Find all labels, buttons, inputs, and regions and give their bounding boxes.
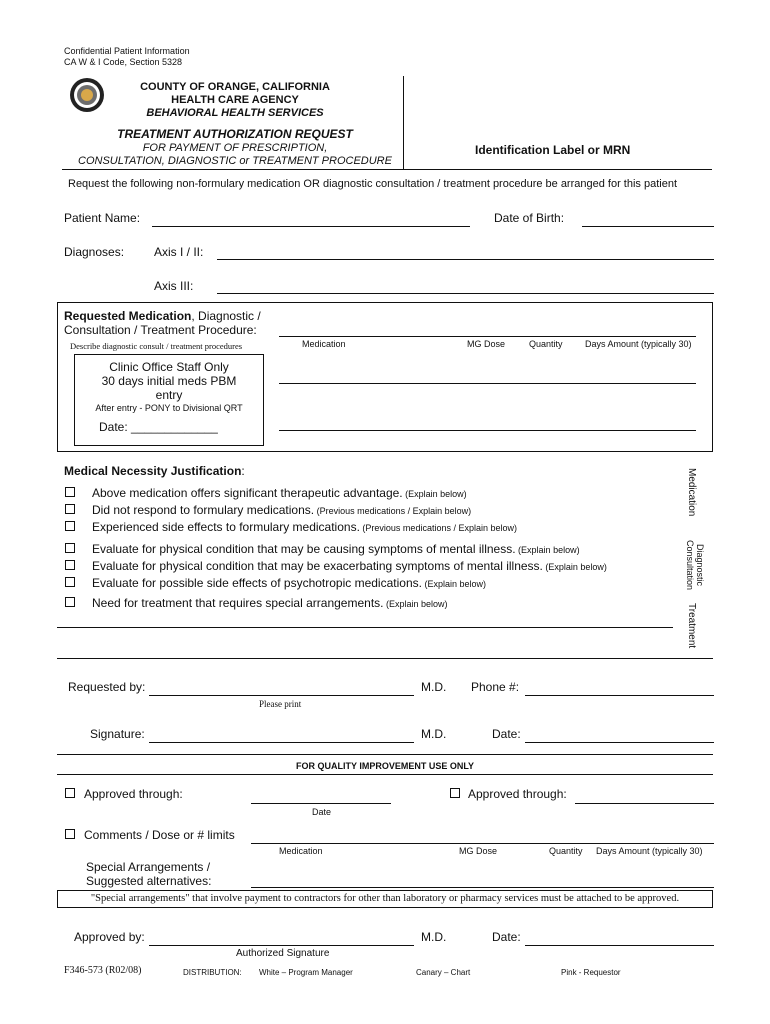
- stamp-line4: After entry - PONY to Divisional QRT: [95, 403, 243, 413]
- form-title: TREATMENT AUTHORIZATION REQUEST: [117, 127, 353, 141]
- medication-line-2[interactable]: [279, 383, 696, 384]
- signature-label: Signature:: [90, 727, 145, 741]
- side-label-treatment: Treatment: [686, 603, 697, 649]
- necessity-heading-text: Medical Necessity Justification: [64, 464, 242, 478]
- criterion-4: [92, 542, 580, 556]
- col-quantity: Quantity: [529, 339, 563, 349]
- authorized-signature-caption: Authorized Signature: [236, 948, 330, 959]
- distribution-white: White – Program Manager: [259, 968, 353, 977]
- stamp-date: Date: _____________: [99, 420, 218, 434]
- criterion-6-checkbox[interactable]: [65, 577, 75, 587]
- patient-name-label: Patient Name:: [64, 211, 141, 225]
- form-subtitle-line1: FOR PAYMENT OF PRESCRIPTION,: [142, 142, 328, 154]
- criterion-7-text: Need for treatment that requires special arrangements.: [92, 596, 384, 610]
- side-label-diagnostic-2: Consultation: [685, 540, 695, 591]
- division-name: BEHAVIORAL HEALTH SERVICES: [146, 107, 324, 119]
- side-label-diagnostic: [685, 540, 705, 590]
- patient-name-field[interactable]: [152, 226, 470, 227]
- confidential-line2: CA W & I Code, Section 5328: [64, 57, 183, 67]
- approved-by-label: Approved by:: [74, 930, 145, 944]
- criterion-3: [92, 520, 517, 534]
- form-subtitle: [60, 142, 410, 168]
- criterion-1-checkbox[interactable]: [65, 487, 75, 497]
- approved-through-1-field[interactable]: [251, 803, 391, 804]
- dob-label: Date of Birth:: [494, 211, 565, 225]
- criterion-4-note: (Explain below): [515, 545, 580, 555]
- requested-by-field[interactable]: [149, 695, 414, 696]
- request-heading-bold: Requested Medication: [64, 309, 192, 323]
- criterion-1: [92, 486, 467, 500]
- criterion-2-text: Did not respond to formulary medications.: [92, 503, 315, 517]
- explain-line-1[interactable]: [57, 627, 673, 628]
- approved-through-2-checkbox[interactable]: [450, 788, 460, 798]
- request-heading: [64, 309, 261, 337]
- col-mg-dose: MG Dose: [467, 339, 506, 349]
- requested-by-label: Requested by:: [68, 680, 146, 694]
- criterion-1-note: (Explain below): [402, 489, 467, 499]
- criterion-5: [92, 559, 607, 573]
- criterion-3-text: Experienced side effects to formulary medications.: [92, 520, 360, 534]
- criterion-1-text: Above medication offers significant therapeutic advantage.: [92, 486, 403, 500]
- criterion-6-note: (Explain below): [421, 579, 486, 589]
- axis12-label: Axis I / II:: [154, 245, 204, 259]
- criterion-3-note: (Previous medications / Explain below): [359, 523, 517, 533]
- header-rule: [62, 169, 712, 170]
- explain-line-2[interactable]: [57, 658, 713, 659]
- clinic-staff-stamp: [74, 354, 264, 446]
- md-label-1: M.D.: [421, 680, 447, 694]
- criterion-5-note: (Explain below): [542, 562, 607, 572]
- phone-field[interactable]: [525, 695, 714, 696]
- criterion-7-note: (Explain below): [383, 599, 448, 609]
- qi-col-mg-dose: MG Dose: [459, 846, 498, 856]
- qi-rule-top: [57, 754, 713, 755]
- special-arrangements-label: [86, 860, 211, 888]
- intro-text: Request the following non-formulary medication OR diagnostic consultation / treatment procedure be arranged for this patient: [68, 178, 678, 190]
- signature-field[interactable]: [149, 742, 414, 743]
- medication-line-3[interactable]: [279, 430, 696, 431]
- special-arrangements-notice: "Special arrangements" that involve payment to contractors for other than laboratory or pharmacy services must be attached to be approved.: [57, 890, 713, 908]
- special-arrangements-field[interactable]: [251, 887, 714, 888]
- comments-field[interactable]: [251, 843, 714, 844]
- phone-label: Phone #:: [471, 680, 520, 694]
- approved-by-md-label: M.D.: [421, 930, 447, 944]
- stamp-line3: entry: [155, 388, 183, 402]
- confidential-notice: [64, 46, 190, 68]
- request-heading-line2: Consultation / Treatment Procedure:: [64, 323, 257, 337]
- qi-col-medication: Medication: [279, 846, 323, 856]
- criterion-7: [92, 596, 448, 610]
- criterion-3-checkbox[interactable]: [65, 521, 75, 531]
- criterion-4-checkbox[interactable]: [65, 543, 75, 553]
- comments-label: Comments / Dose or # limits: [84, 828, 235, 842]
- date-caption: Date: [312, 807, 332, 817]
- axis3-field[interactable]: [217, 293, 714, 294]
- medication-line-1[interactable]: [279, 336, 696, 337]
- distribution-label: DISTRIBUTION:: [183, 968, 242, 977]
- md-label-2: M.D.: [421, 727, 447, 741]
- comments-checkbox[interactable]: [65, 829, 75, 839]
- axis12-field[interactable]: [217, 259, 714, 260]
- criterion-5-checkbox[interactable]: [65, 560, 75, 570]
- side-label-diagnostic-1: Diagnostic: [695, 544, 705, 587]
- diagnoses-label: Diagnoses:: [64, 245, 125, 259]
- dob-field[interactable]: [582, 226, 714, 227]
- criterion-2: [92, 503, 471, 517]
- criterion-2-note: (Previous medications / Explain below): [314, 506, 472, 516]
- approved-through-2-label: Approved through:: [468, 787, 567, 801]
- county-name: COUNTY OF ORANGE, CALIFORNIA: [140, 81, 330, 93]
- approved-through-1-checkbox[interactable]: [65, 788, 75, 798]
- col-days-amount: Days Amount (typically 30): [585, 339, 692, 349]
- criterion-6: [92, 576, 486, 590]
- criterion-4-text: Evaluate for physical condition that may be causing symptoms of mental illness.: [92, 542, 516, 556]
- date-label: Date:: [492, 727, 521, 741]
- qi-col-quantity: Quantity: [549, 846, 583, 856]
- axis3-label: Axis III:: [154, 279, 194, 293]
- col-medication: Medication: [302, 339, 346, 349]
- distribution-canary: Canary – Chart: [416, 968, 471, 977]
- agency-name: HEALTH CARE AGENCY: [171, 94, 299, 106]
- distribution-pink: Pink - Requestor: [561, 968, 621, 977]
- identification-label: Identification Label or MRN: [475, 143, 631, 157]
- please-print-caption: Please print: [259, 699, 302, 709]
- criterion-6-text: Evaluate for possible side effects of psychotropic medications.: [92, 576, 422, 590]
- side-label-medication: Medication: [686, 468, 697, 517]
- approved-by-date-label: Date:: [492, 930, 521, 944]
- qi-col-days-amount: Days Amount (typically 30): [596, 846, 703, 856]
- describe-caption: Describe diagnostic consult / treatment procedures: [70, 341, 243, 351]
- necessity-heading: [64, 464, 245, 478]
- approved-by-field[interactable]: [149, 945, 414, 946]
- approved-through-1-label: Approved through:: [84, 787, 183, 801]
- header-divider: [403, 76, 404, 170]
- approved-through-2-field[interactable]: [575, 803, 714, 804]
- qi-heading: FOR QUALITY IMPROVEMENT USE ONLY: [295, 761, 475, 771]
- qi-rule-bottom: [57, 774, 713, 775]
- criterion-2-checkbox[interactable]: [65, 504, 75, 514]
- criterion-7-checkbox[interactable]: [65, 597, 75, 607]
- confidential-line1: Confidential Patient Information: [64, 46, 190, 56]
- agency-header: [110, 81, 360, 120]
- form-subtitle-line2: CONSULTATION, DIAGNOSTIC or TREATMENT PROCEDURE: [78, 155, 392, 167]
- criterion-5-text: Evaluate for physical condition that may be exacerbating symptoms of mental illness.: [92, 559, 543, 573]
- request-heading-rest: , Diagnostic /: [191, 309, 261, 323]
- necessity-heading-colon: :: [241, 464, 245, 478]
- county-seal-icon: [70, 78, 104, 112]
- special-arrangements-line2: Suggested alternatives:: [86, 874, 212, 888]
- stamp-line1: Clinic Office Staff Only: [109, 360, 229, 374]
- form-number: F346-573 (R02/08): [64, 965, 142, 976]
- approved-by-date-field[interactable]: [525, 945, 714, 946]
- special-arrangements-line1: Special Arrangements /: [86, 860, 211, 874]
- stamp-line2: 30 days initial meds PBM: [101, 374, 237, 388]
- date-field[interactable]: [525, 742, 714, 743]
